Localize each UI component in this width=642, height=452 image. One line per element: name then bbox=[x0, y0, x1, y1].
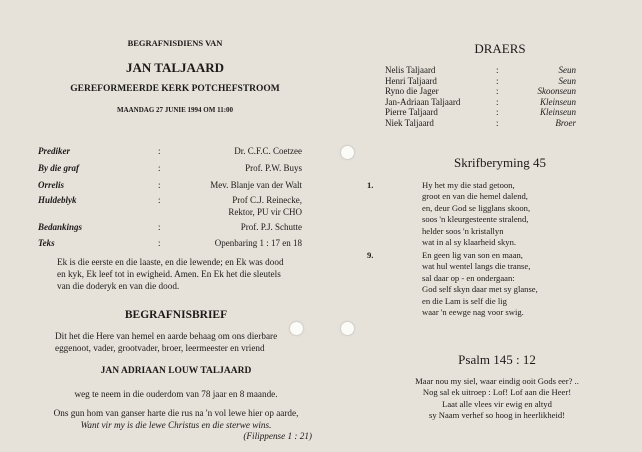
letter-title: BEGRAFNISBRIEF bbox=[124, 309, 228, 321]
church-name: GEREFORMEERDE KERK POTCHEFSTROOM bbox=[70, 84, 280, 94]
role-label: Huldeblyk bbox=[38, 195, 77, 205]
colon: : bbox=[496, 107, 499, 117]
scripture-text bbox=[57, 257, 284, 292]
verse-line: wat in al sy klaarheid skyn. bbox=[422, 237, 517, 247]
letter-intro bbox=[55, 331, 277, 355]
role-value: Dr. C.F.C. Coetzee bbox=[234, 146, 302, 156]
punch-hole bbox=[341, 146, 354, 159]
service-date: MAANDAG 27 JUNIE 1994 OM 11:00 bbox=[116, 106, 234, 114]
colon: : bbox=[496, 117, 499, 128]
role-value: Prof C.J. Reinecke, bbox=[232, 195, 302, 205]
bearer-relation: Seun bbox=[558, 65, 576, 75]
text-line: van die doderyk en van die dood. bbox=[57, 280, 180, 291]
punch-hole bbox=[290, 322, 303, 335]
psalm-text bbox=[415, 376, 579, 422]
full-name: JAN ADRIAAN LOUW TALJAARD bbox=[100, 366, 252, 376]
age-line: weg te neem in die ouderdom van 78 jaar en 8 maande. bbox=[74, 389, 278, 399]
bearer-relation: Broer bbox=[555, 117, 576, 128]
role-label: Teks bbox=[38, 238, 55, 248]
text-line: Ek is die eerste en die laaste, en die lewende; en Ek was dood bbox=[57, 257, 284, 267]
colon: : bbox=[158, 238, 161, 248]
bearer-name: Jan-Adriaan Taljaard bbox=[385, 96, 461, 107]
colon: : bbox=[158, 180, 161, 190]
bearer-relation: Kleinseun bbox=[540, 107, 576, 117]
colon: : bbox=[496, 75, 499, 86]
text-line: Laat alle vlees vir ewig en altyd bbox=[442, 398, 552, 409]
text-line: Dit het die Here van hemel en aarde behaag om ons dierbare bbox=[55, 331, 278, 341]
role-label: Prediker bbox=[38, 146, 70, 156]
role-value: Prof. P.W. Buys bbox=[245, 163, 302, 173]
deceased-name: JAN TALJAARD bbox=[125, 60, 225, 75]
hymn-title: Skrifberyming 45 bbox=[453, 155, 547, 170]
colon: : bbox=[158, 163, 161, 173]
verse-line: wat hul wentel langs die transe, bbox=[422, 261, 531, 272]
role-value: Rektor, PU vir CHO bbox=[228, 207, 302, 217]
quote-reference: (Filippense 1 : 21) bbox=[243, 431, 312, 441]
bearer-relation: Skoonseun bbox=[537, 86, 576, 96]
text-line: Maar nou my siel, waar eindig ooit Gods eer? .. bbox=[415, 376, 579, 386]
verse-line: soos 'n kleurgesteente stralend, bbox=[422, 214, 529, 225]
verse-line: en die Lam is self die lig bbox=[422, 295, 507, 306]
bearer-name: Nelis Taljaard bbox=[385, 65, 436, 75]
role-label: Orrelis bbox=[38, 180, 65, 190]
colon: : bbox=[158, 222, 161, 232]
bearer-name: Henri Taljaard bbox=[385, 75, 437, 86]
quote: Want vir my is die lewe Christus en die sterwe wins. bbox=[80, 420, 272, 430]
colon: : bbox=[496, 65, 499, 75]
verse-line: Hy het my die stad getoon, bbox=[422, 180, 515, 190]
verse-line: En geen lig van son en maan, bbox=[422, 250, 523, 260]
colon: : bbox=[496, 86, 499, 96]
role-value: Mev. Blanje van der Walt bbox=[210, 180, 302, 190]
colon: : bbox=[158, 195, 161, 205]
text-line: Nog sal ek uitroep : Lof! Lof aan die Heer! bbox=[422, 387, 572, 398]
role-label: By die graf bbox=[38, 163, 79, 173]
service-heading: BEGRAFNISDIENS VAN bbox=[127, 38, 223, 48]
bearer-name: Pierre Taljaard bbox=[385, 107, 438, 117]
closing-line: Ons gun hom van ganser harte die rus na 'n vol lewe hier op aarde, bbox=[53, 408, 299, 418]
verse-line: groot en van die hemel dalend, bbox=[422, 191, 528, 202]
verse-line: God self skyn daar met sy glanse, bbox=[422, 284, 538, 295]
bearer-relation: Seun bbox=[558, 75, 576, 86]
psalm-title: Psalm 145 : 12 bbox=[458, 352, 536, 367]
bearer-name: Ryno die Jager bbox=[385, 86, 439, 96]
colon: : bbox=[496, 96, 499, 107]
role-value: Prof. P.J. Schutte bbox=[240, 222, 302, 232]
verse-number: 9. bbox=[367, 250, 374, 260]
punch-hole bbox=[341, 322, 354, 335]
bearer-name: Niek Taljaard bbox=[385, 117, 434, 128]
text-line: sy Naam verhef so hoog in heerlikheid! bbox=[428, 410, 566, 421]
draers-title: DRAERS bbox=[474, 41, 526, 56]
text-line: en kyk, Ek leef tot in ewigheid. Amen. En Ek het die sleutels bbox=[57, 268, 281, 279]
verse-number: 1. bbox=[367, 180, 374, 190]
verse-line: waar 'n eewge nag voor swig. bbox=[422, 307, 524, 317]
bearer-relation: Kleinseun bbox=[540, 96, 576, 107]
role-label: Bedankings bbox=[38, 222, 83, 232]
verse-line: en, deur God se ligglans skoon, bbox=[422, 202, 531, 213]
colon: : bbox=[158, 146, 161, 156]
text-line: eggenoot, vader, grootvader, broer, leermeester en vriend bbox=[55, 342, 265, 353]
verse-line: sal daar op - en ondergaan: bbox=[422, 272, 515, 283]
verse-line: helder soos 'n kristallyn bbox=[422, 225, 504, 236]
role-value: Openbaring 1 : 17 en 18 bbox=[214, 238, 302, 248]
